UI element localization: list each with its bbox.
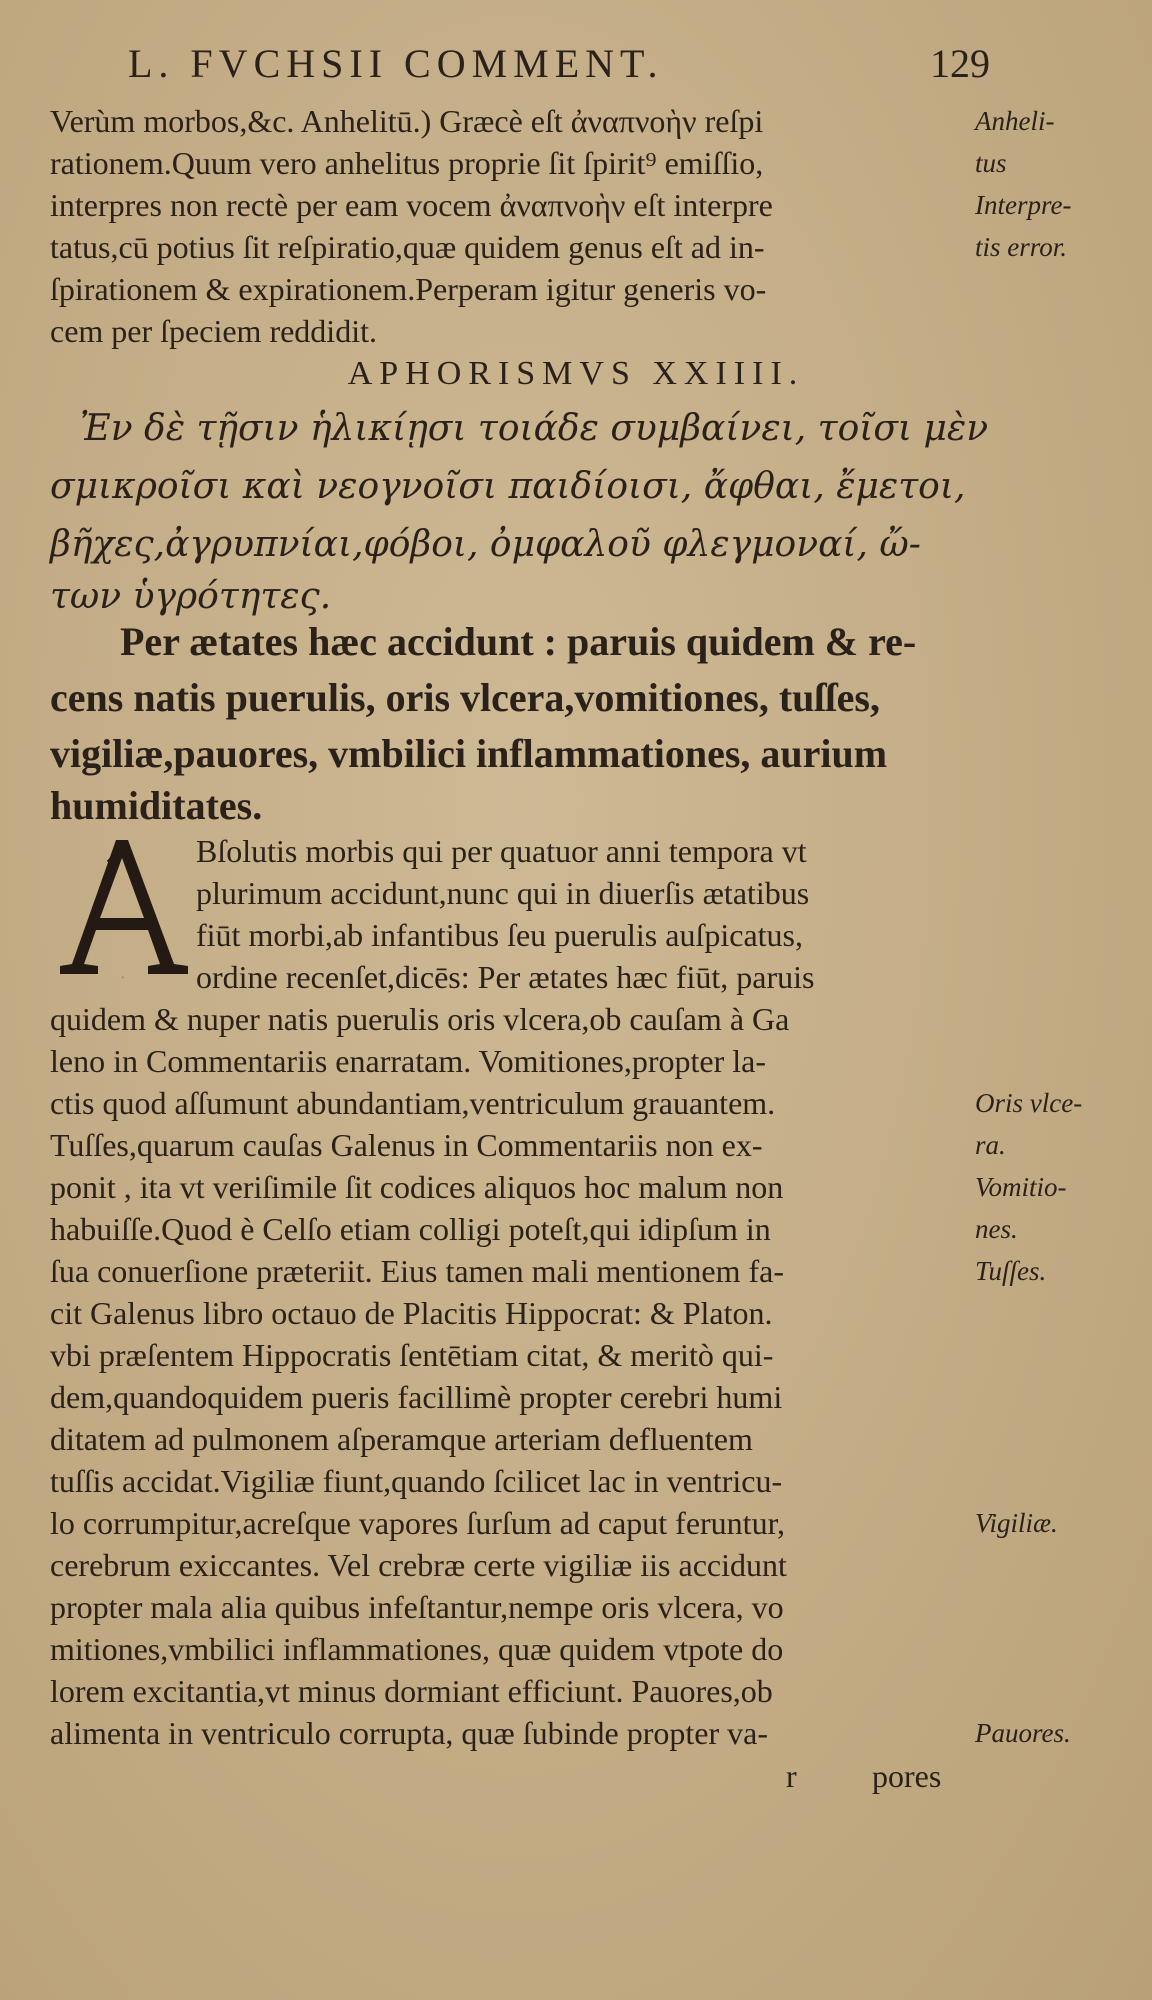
greek-line: Ἐν δὲ τῇσιν ἡλικίῃσι τοιάδε συμβαίνει, τοῖσι μὲν [80,408,989,449]
margin-note: ra. [975,1130,1006,1160]
text-line: Tuſſes,quarum cauſas Galenus in Commentariis non ex- [50,1127,763,1163]
text-line: plurimum accidunt,nunc qui in diuerſis ætatibus [196,875,810,911]
margin-note: Vomitio- [975,1172,1067,1202]
aphorism-heading: APHORISMVS XXIIII. [347,355,805,392]
text-line: cit Galenus libro octauo de Placitis Hippocrat: & Platon. [50,1295,773,1331]
greek-line: βῆχες,ἀγρυπνίαι,φόβοι, ὀμφαλοῦ φλεγμοναί, ὤ- [50,524,921,565]
drop-cap-letter: A [122,977,124,979]
running-title: L. FVCHSII COMMENT. [128,41,664,86]
translation-line: humiditates. [50,783,263,828]
margin-note: tus [975,148,1007,178]
page-number: 129 [930,41,990,86]
text-line: vbi præſentem Hippocratis ſentētiam citat, & meritò qui- [50,1337,774,1373]
text-line: tuſſis accidat.Vigiliæ fiunt,quando ſcilicet lac in ventricu- [50,1463,783,1499]
translation-line: cens natis puerulis, oris vlcera,vomitiones, tuſſes, [50,675,880,720]
margin-note: Pauores. [975,1718,1071,1748]
text-line: ſpirationem & expirationem.Perperam igitur generis vo- [50,271,767,307]
text-line: rationem.Quum vero anhelitus proprie ſit ſpirit⁹ emiſſio, [50,145,764,181]
text-line: lorem excitantia,vt minus dormiant efficiunt. Pauores,ob [50,1673,773,1709]
text-line: tatus,cū potius ſit reſpiratio,quæ quidem genus eſt ad in- [50,229,765,265]
text-line: ponit , ita vt veriſimile ſit codices aliquos hoc malum non [50,1169,784,1205]
text-line: ctis quod aſſumunt abundantiam,ventriculum grauantem. [50,1085,776,1121]
text-line: mitiones,vmbilici inflammationes, quæ quidem vtpote do [50,1631,784,1667]
margin-note: Tuſſes. [975,1256,1047,1286]
drop-cap-initial [52,832,192,982]
text-line: interpres non rectè per eam vocem ἀναπνοὴν eſt interpre [50,187,773,223]
text-line: cem per ſpeciem reddidit. [50,313,377,349]
text-line: ditatem ad pulmonem aſperamque arteriam defluentem [50,1421,753,1457]
text-line: cerebrum exiccantes. Vel crebræ certe vigiliæ iis accidunt [50,1547,787,1583]
margin-note: Oris vlce- [975,1088,1083,1118]
text-line: dem,quandoquidem pueris facillimè propter cerebri humi [50,1379,783,1415]
text-line: habuiſſe.Quod è Celſo etiam colligi poteſt,qui idipſum in [50,1211,771,1247]
greek-line: σμικροῖσι καὶ νεογνοῖσι παιδίοισι, ἄφθαι, ἔμετοι, [50,466,966,507]
text-line: ſua conuerſione præteriit. Eius tamen mali mentionem fa- [50,1253,784,1289]
translation-line: Per ætates hæc accidunt : paruis quidem & re- [120,619,917,664]
margin-note: nes. [975,1214,1018,1244]
margin-note: Anheli- [975,106,1055,136]
greek-line: των ὑγρότητες. [50,576,332,617]
text-line: lo corrumpitur,acreſque vapores ſurſum ad caput feruntur, [50,1505,785,1541]
margin-note: Vigiliæ. [975,1508,1058,1538]
page-header [0,40,1152,90]
translation-line: vigiliæ,pauores, vmbilici inflammationes, aurium [50,731,888,776]
margin-note: Interpre- [975,190,1072,220]
text-line: alimenta in ventriculo corrupta, quæ ſubinde propter va- [50,1715,768,1751]
text-line: propter mala alia quibus infeſtantur,nempe oris vlcera, vo [50,1589,784,1625]
signature-mark: r [786,1758,797,1794]
text-line: Bſolutis morbis qui per quatuor anni tempora vt [196,833,807,869]
margin-note: tis error. [975,232,1068,262]
text-line: leno in Commentariis enarratam. Vomitiones,propter la- [50,1043,766,1079]
text-line: quidem & nuper natis puerulis oris vlcera,ob cauſam à Ga [50,1001,790,1037]
text-line: fiūt morbi,ab infantibus ſeu puerulis auſpicatus, [196,917,803,953]
page-footer [0,1758,1152,1798]
text-line: Verùm morbos,&c. Anhelitū.) Græcè eſt ἀναπνοὴν reſpi [50,103,764,139]
catchword: pores [872,1758,942,1794]
text-line: ordine recenſet,dicēs: Per ætates hæc fiūt, paruis [196,959,815,995]
